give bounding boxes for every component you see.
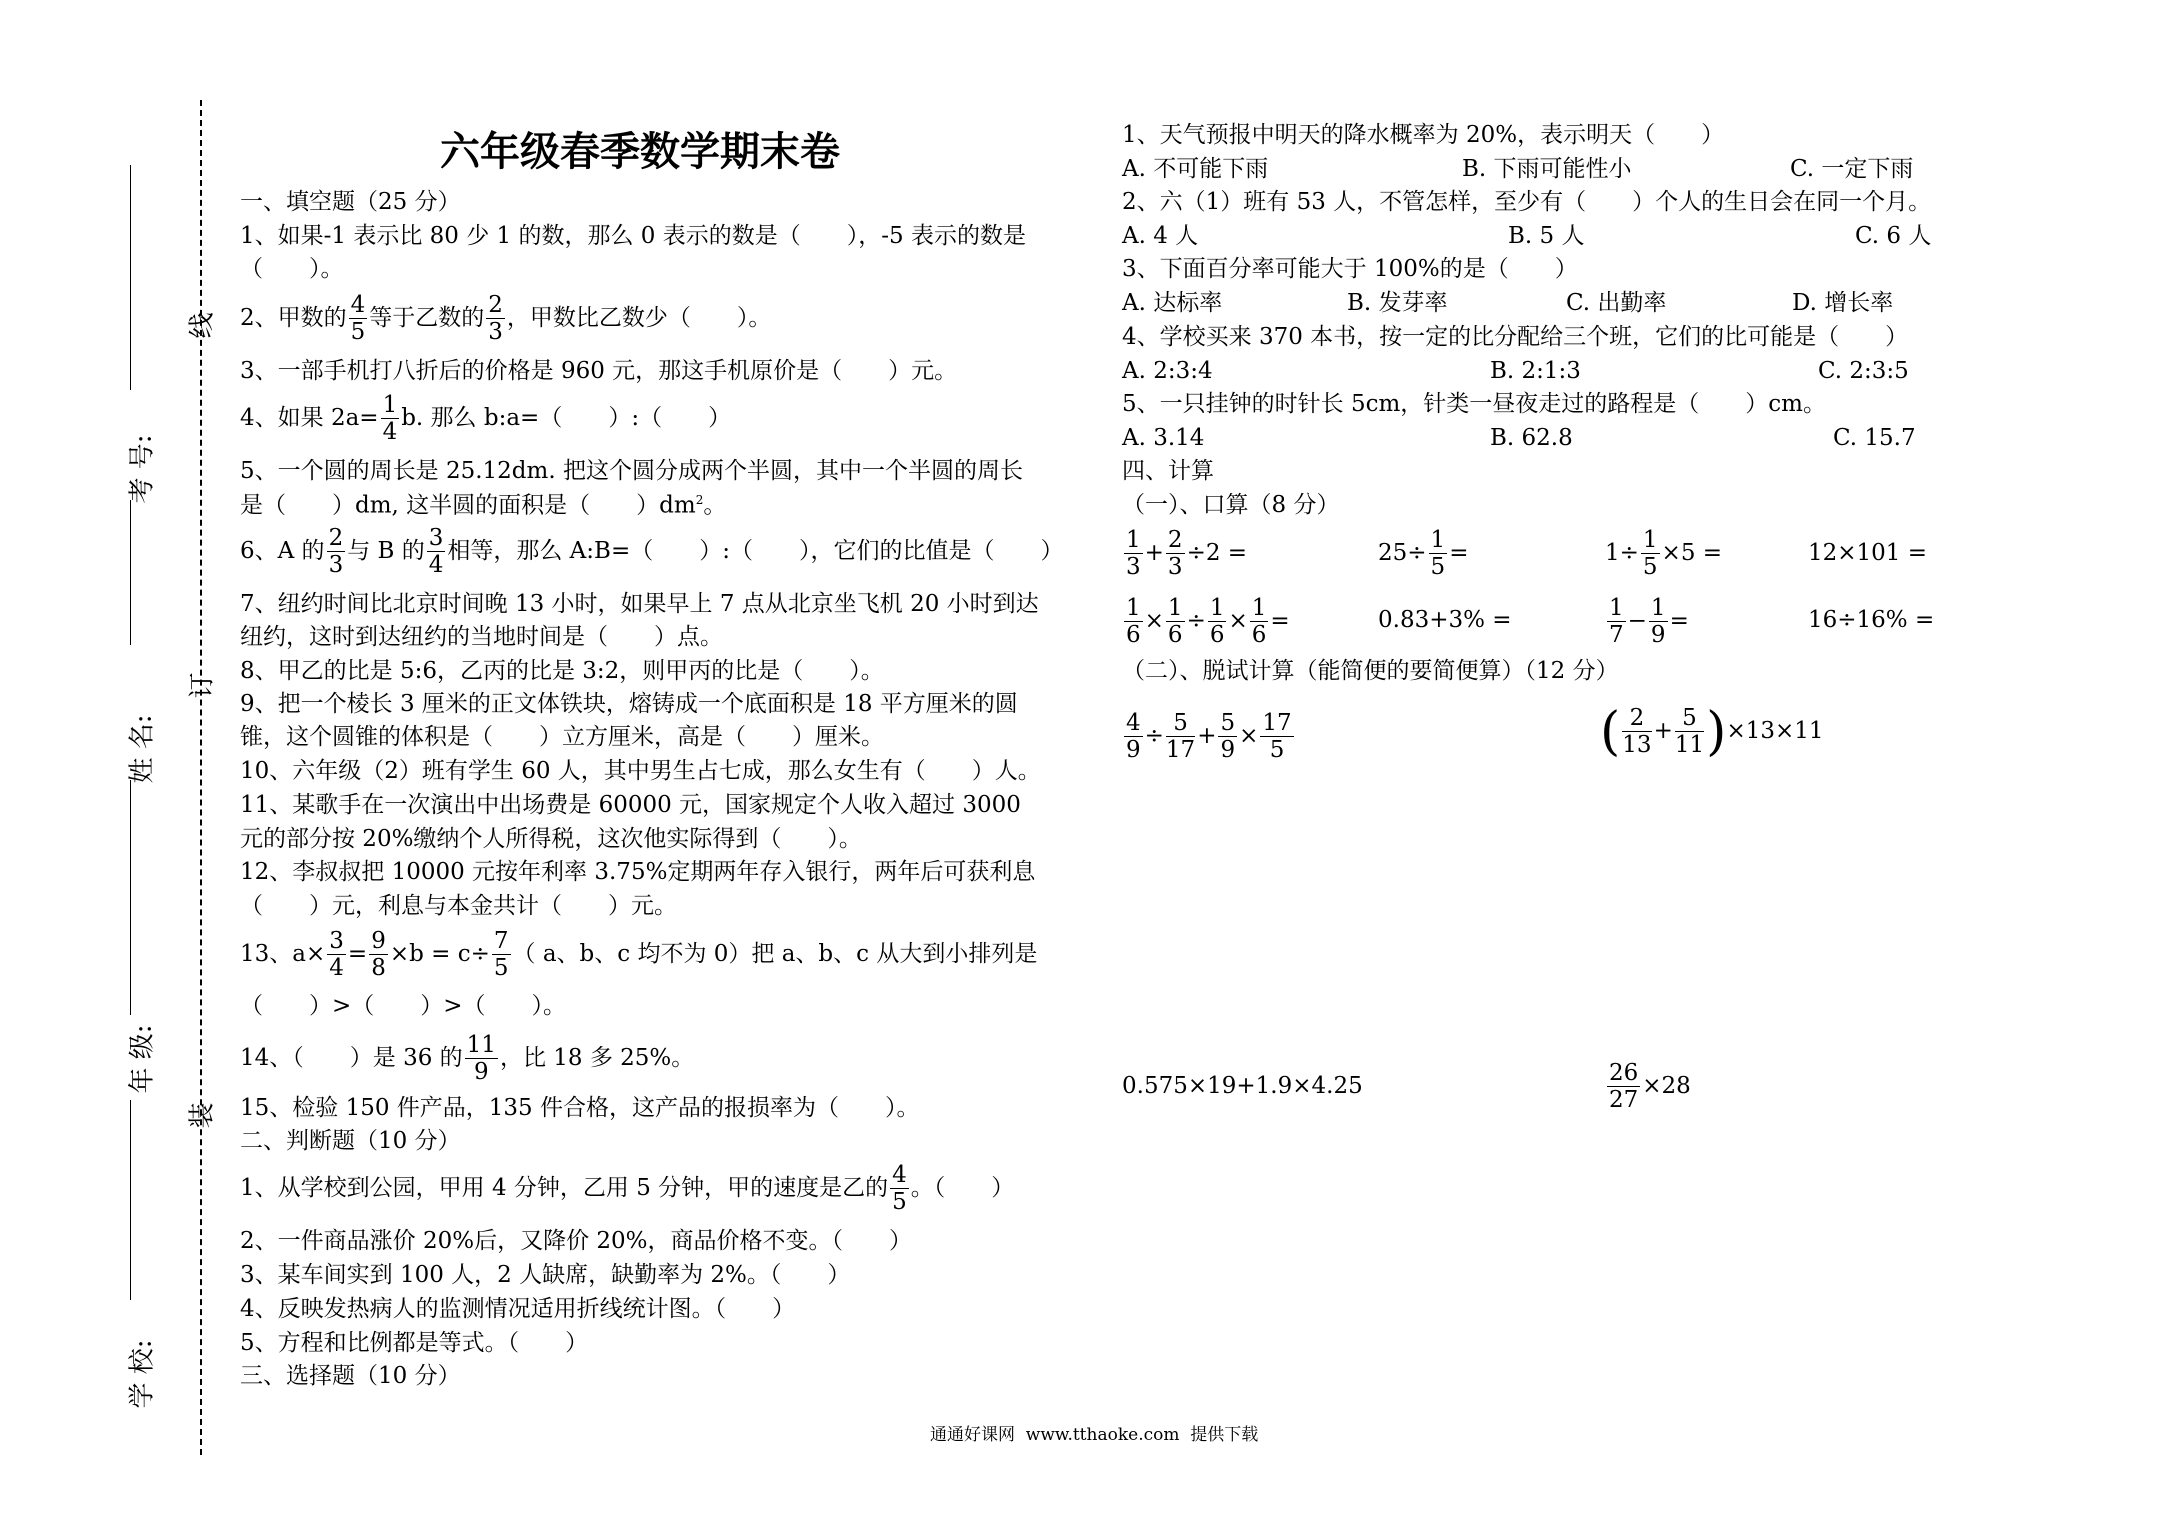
- oral-r2c1-fraction-1: [1124, 595, 1143, 649]
- e4-post: ×28: [1642, 1072, 1691, 1099]
- e1-op-3: ×: [1239, 722, 1259, 749]
- oral-r2c1-f1-den: 6: [1126, 622, 1141, 649]
- page-title: 六年级春季数学期末卷: [440, 128, 840, 175]
- oral-r2c3-f2-den: 9: [1650, 622, 1666, 649]
- e4-f-den: 27: [1609, 1087, 1639, 1114]
- c4-option-c: C. 2:3:5: [1818, 358, 1909, 384]
- c1-option-c: C. 一定下雨: [1790, 156, 1914, 182]
- c3-option-c: C. 出勤率: [1566, 290, 1667, 316]
- oral-r1c1-f2-den: 3: [1167, 554, 1183, 581]
- oral-r1c1-post: ÷2 =: [1186, 539, 1248, 566]
- oral-r2c1-op1: ×: [1144, 607, 1164, 634]
- calc-expr-3: 0.575×19+1.9×4.25: [1122, 1073, 1363, 1099]
- e1-fraction-4: [1260, 710, 1293, 764]
- q6-fraction-1: [327, 525, 346, 579]
- binding-label-exam-no: 考 号:: [127, 434, 158, 504]
- e1-op-1: ÷: [1144, 722, 1164, 749]
- q6-text-post: 相等，那么 A:B=（ ）:（ ），它们的比值是（ ）: [447, 537, 1064, 564]
- j1-f-den: 5: [892, 1189, 907, 1216]
- e1-fraction-2: [1166, 710, 1195, 764]
- q2-line: [240, 292, 771, 346]
- oral-r2c1-eq: =: [1270, 607, 1290, 634]
- e1-fraction-3: [1218, 710, 1237, 764]
- c4-option-b: B. 2:1:3: [1490, 358, 1581, 384]
- binding-label-grade: 年 级:: [127, 1024, 158, 1094]
- q13-fraction-1: [327, 928, 346, 982]
- q6-fraction-2: [427, 525, 446, 579]
- q2-f2-den: 3: [488, 319, 503, 346]
- oral-r1c2-fraction: [1429, 527, 1448, 581]
- q2-f1-num: 4: [350, 292, 366, 318]
- oral-r2c3-op: −: [1627, 607, 1647, 634]
- e1-f3-den: 9: [1220, 737, 1236, 764]
- e1-f2-den: 17: [1165, 737, 1196, 764]
- oral-r2c3-f2-num: 1: [1650, 595, 1666, 621]
- c3-option-a: A. 达标率: [1122, 290, 1223, 316]
- q14-line: [240, 1032, 694, 1086]
- q5-line-a: 5、一个圆的周长是 25.12dm. 把这个圆分成两个半圆，其中一个半圆的周长: [240, 458, 1023, 484]
- e1-f2-num: 5: [1166, 710, 1195, 737]
- e1-f3-num: 5: [1220, 710, 1236, 736]
- e2-op: +: [1653, 717, 1673, 744]
- q13-text-post: （ a、b、c 均不为 0）把 a、b、c 从大到小排列是: [512, 940, 1038, 967]
- q12-line-a: 12、李叔叔把 10000 元按年利率 3.75%定期两年存入银行，两年后可获利息: [240, 859, 1036, 885]
- q13-f1-den: 4: [329, 955, 344, 982]
- j1-fraction: [890, 1162, 909, 1216]
- q4-fraction: [381, 392, 400, 446]
- oral-r1c1-op: +: [1144, 539, 1164, 566]
- section-choice-header: 三、选择题（10 分）: [240, 1363, 461, 1389]
- oral-r1c3: [1605, 527, 1722, 581]
- q15-line: 15、检验 150 件产品，135 件合格，这产品的报损率为（ ）。: [240, 1095, 920, 1121]
- q5-text: 是（ ）dm, 这半圆的面积是（ ）dm: [240, 492, 696, 519]
- oral-r2c1-fraction-3: [1208, 595, 1227, 649]
- calc-expr-1: [1122, 710, 1296, 764]
- e1-f1-den: 9: [1126, 737, 1141, 764]
- q1-line-b: （ ）。: [240, 256, 344, 282]
- oral-r1c3-pre: 1÷: [1605, 539, 1639, 566]
- q1-line-a: 1、如果-1 表示比 80 少 1 的数，那么 0 表示的数是（ ），-5 表示的数是: [240, 223, 1026, 249]
- oral-r1c1-fraction-2: [1166, 527, 1185, 581]
- q9-line-a: 9、把一个棱长 3 厘米的正文体铁块，熔铸成一个底面积是 18 平方厘米的圆: [240, 691, 1018, 717]
- q13-line-b: （ ）>（ ）>（ ）。: [240, 993, 567, 1019]
- oral-r2c1-f4-den: 6: [1251, 622, 1267, 649]
- q2-f1-den: 5: [350, 319, 366, 346]
- e2-fraction-2: [1675, 705, 1704, 759]
- c1-line: 1、天气预报中明天的降水概率为 20%，表示明天（ ）: [1122, 122, 1725, 148]
- e2-fraction-1: [1622, 705, 1651, 759]
- c3-option-b: B. 发芽率: [1347, 290, 1448, 316]
- c5-option-b: B. 62.8: [1490, 425, 1573, 451]
- oral-r2c3-f1-den: 7: [1609, 622, 1624, 649]
- q6-f1-num: 2: [328, 525, 344, 551]
- q4-text-post: b. 那么 b:a=（ ）:（ ）: [401, 404, 732, 431]
- oral-r2c3: [1605, 595, 1689, 649]
- c2-option-b: B. 5 人: [1508, 223, 1585, 249]
- oral-r1c3-fraction: [1641, 527, 1660, 581]
- e1-fraction-1: [1124, 710, 1143, 764]
- q4-line: [240, 392, 731, 446]
- q8-line: 8、甲乙的比是 5:6，乙丙的比是 3:2，则甲丙的比是（ ）。: [240, 658, 884, 684]
- oral-r2c1-f3-den: 6: [1209, 622, 1225, 649]
- q4-f-den: 4: [382, 419, 398, 446]
- binding-label-line-1: [130, 165, 134, 390]
- q10-line: 10、六年级（2）班有学生 60 人，其中男生占七成，那么女生有（ ）人。: [240, 758, 1041, 784]
- written-calc-header: （二）、脱试计算（能简便的要简便算）（12 分）: [1122, 658, 1619, 684]
- e1-f4-den: 5: [1269, 737, 1285, 764]
- e4-f-num: 26: [1609, 1060, 1639, 1086]
- oral-r2c3-f1-num: 1: [1609, 595, 1624, 621]
- oral-calc-header: （一）、口算（8 分）: [1122, 492, 1340, 518]
- oral-r2c1-op3: ×: [1228, 607, 1248, 634]
- j1-text-post: 。（ ）: [910, 1174, 1015, 1201]
- c2-option-c: C. 6 人: [1855, 223, 1932, 249]
- oral-r1c1-f1-den: 3: [1126, 554, 1141, 581]
- cut-mark-xian: 线: [187, 312, 218, 339]
- q2-f2-num: 2: [488, 292, 503, 318]
- oral-r1c2-f-den: 5: [1430, 554, 1446, 581]
- oral-r1c2: [1378, 527, 1468, 581]
- q14-text-post: ，比 18 多 25%。: [499, 1044, 695, 1071]
- c4-line: 4、学校买来 370 本书，按一定的比分配给三个班，它们的比可能是（ ）: [1122, 324, 1909, 350]
- oral-r1c2-pre: 25÷: [1378, 539, 1427, 566]
- q14-fraction: [465, 1032, 498, 1086]
- j5-line: 5、方程和比例都是等式。（ ）: [240, 1330, 589, 1356]
- q13-line: [240, 928, 1037, 982]
- oral-r2c1: [1122, 595, 1290, 649]
- section-calc-header: 四、计算: [1122, 458, 1214, 484]
- oral-r1c2-post: =: [1449, 539, 1469, 566]
- c1-option-a: A. 不可能下雨: [1122, 156, 1269, 182]
- e2-post: ×13×11: [1726, 717, 1824, 744]
- oral-r2c1-f2-num: 1: [1167, 595, 1183, 621]
- oral-r2c1-fraction-2: [1166, 595, 1185, 649]
- oral-r2c4: 16÷16% =: [1808, 607, 1935, 633]
- oral-r2c1-f2-den: 6: [1167, 622, 1183, 649]
- q2-fraction-1: [349, 292, 368, 346]
- binding-label-name: 姓 名:: [127, 714, 158, 784]
- cut-mark-zhuang: 装: [187, 1102, 218, 1129]
- e4-fraction: [1607, 1060, 1640, 1114]
- oral-r1c1-fraction-1: [1124, 527, 1143, 581]
- section-fill-blank-header: 一、填空题（25 分）: [240, 189, 461, 215]
- e1-op-2: +: [1197, 722, 1217, 749]
- q13-text-pre: 13、a×: [240, 940, 326, 967]
- q5-line-b: [240, 494, 726, 518]
- q13-f3-den: 5: [493, 955, 509, 982]
- q6-f2-num: 3: [428, 525, 444, 551]
- section-true-false-header: 二、判断题（10 分）: [240, 1128, 461, 1154]
- e1-f4-num: 17: [1262, 710, 1292, 736]
- oral-r1c2-f-num: 1: [1430, 527, 1446, 553]
- e2-left-paren: (: [1600, 701, 1621, 762]
- binding-dashed-line: [200, 100, 202, 1455]
- binding-label-school: 学 校:: [127, 1339, 158, 1409]
- q2-text-mid: 等于乙数的: [369, 304, 485, 331]
- j3-line: 3、某车间实到 100 人，2 人缺席，缺勤率为 2%。（ ）: [240, 1262, 851, 1288]
- q2-text-pre: 2、甲数的: [240, 304, 347, 331]
- q6-text-mid: 与 B 的: [347, 537, 425, 564]
- e2-f1-num: 2: [1622, 705, 1651, 732]
- q6-line: [240, 525, 1063, 579]
- c4-option-a: A. 2:3:4: [1122, 358, 1213, 384]
- page-footer: 通通好课网 www.tthaoke.com 提供下载: [930, 1425, 1259, 1445]
- oral-r1c4: 12×101 =: [1808, 540, 1928, 566]
- binding-label-line-2: [130, 500, 134, 645]
- j1-text-pre: 1、从学校到公园，甲用 4 分钟，乙用 5 分钟，甲的速度是乙的: [240, 1174, 889, 1201]
- j1-f-num: 4: [892, 1162, 907, 1188]
- q7-line-b: 纽约，这时到达纽约的当地时间是（ ）点。: [240, 624, 723, 650]
- e2-f2-den: 11: [1674, 732, 1705, 759]
- q11-line-b: 元的部分按 20%缴纳个人所得税，这次他实际得到（ ）。: [240, 826, 862, 852]
- oral-r2c1-op2: ÷: [1186, 607, 1206, 634]
- q11-line-a: 11、某歌手在一次演出中出场费是 60000 元，国家规定个人收入超过 3000: [240, 792, 1021, 818]
- oral-r1c3-post: ×5 =: [1661, 539, 1723, 566]
- q14-f-num: 11: [466, 1032, 496, 1058]
- c5-option-a: A. 3.14: [1122, 425, 1205, 451]
- oral-r2c1-f1-num: 1: [1126, 595, 1141, 621]
- q9-line-b: 锥，这个圆锥的体积是（ ）立方厘米，高是（ ）厘米。: [240, 724, 884, 750]
- e1-f1-num: 4: [1126, 710, 1141, 736]
- oral-r2c3-fraction-2: [1649, 595, 1668, 649]
- q5-end: 。: [703, 492, 727, 519]
- oral-r1c1-f2-num: 2: [1167, 527, 1183, 553]
- oral-r2c1-f3-num: 1: [1209, 595, 1225, 621]
- e2-f2-num: 5: [1675, 705, 1704, 732]
- q13-f2-den: 8: [371, 955, 386, 982]
- oral-r2c1-f4-num: 1: [1251, 595, 1267, 621]
- q5-superscript: 2: [695, 493, 704, 507]
- q2-fraction-2: [486, 292, 505, 346]
- q14-text-pre: 14、（ ）是 36 的: [240, 1044, 463, 1071]
- c5-option-c: C. 15.7: [1833, 425, 1916, 451]
- c2-line: 2、六（1）班有 53 人，不管怎样，至少有（ ）个人的生日会在同一个月。: [1122, 189, 1932, 215]
- oral-r1c3-f-den: 5: [1642, 554, 1658, 581]
- q13-eq: =: [347, 940, 368, 967]
- q6-f2-den: 4: [428, 552, 444, 579]
- q6-f1-den: 3: [328, 552, 344, 579]
- q14-f-den: 9: [473, 1059, 489, 1086]
- c3-option-d: D. 增长率: [1792, 290, 1894, 316]
- j4-line: 4、反映发热病人的监测情况适用折线统计图。（ ）: [240, 1296, 796, 1322]
- oral-r1c3-f-num: 1: [1642, 527, 1658, 553]
- q2-text-post: ，甲数比乙数少（ ）。: [506, 304, 772, 331]
- q13-f2-num: 9: [371, 928, 386, 954]
- oral-r2c3-post: =: [1669, 607, 1689, 634]
- q13-text-mid: ×b = c÷: [389, 940, 490, 967]
- c1-option-b: B. 下雨可能性小: [1462, 156, 1632, 182]
- j1-line: [240, 1162, 1014, 1216]
- q4-f-num: 1: [382, 392, 398, 418]
- cut-mark-ding: 订: [187, 672, 218, 699]
- calc-expr-2: [1600, 701, 1824, 762]
- q3-line: 3、一部手机打八折后的价格是 960 元，那这手机原价是（ ）元。: [240, 358, 958, 384]
- binding-label-line-4: [130, 1100, 134, 1300]
- q6-text-pre: 6、A 的: [240, 537, 325, 564]
- c2-option-a: A. 4 人: [1122, 223, 1199, 249]
- c5-line: 5、一只挂钟的时针长 5cm，针类一昼夜走过的路程是（ ）cm。: [1122, 391, 1826, 417]
- j2-line: 2、一件商品涨价 20%后，又降价 20%，商品价格不变。（ ）: [240, 1228, 912, 1254]
- oral-r1c1-f1-num: 1: [1126, 527, 1141, 553]
- oral-r2c3-fraction-1: [1607, 595, 1626, 649]
- calc-expr-4: [1605, 1060, 1691, 1114]
- q13-f3-num: 7: [493, 928, 509, 954]
- q13-fraction-3: [492, 928, 511, 982]
- q4-text-pre: 4、如果 2a=: [240, 404, 379, 431]
- q13-f1-num: 3: [329, 928, 344, 954]
- c3-line: 3、下面百分率可能大于 100%的是（ ）: [1122, 256, 1578, 282]
- e2-f1-den: 13: [1622, 732, 1652, 759]
- q7-line-a: 7、纽约时间比北京时间晚 13 小时，如果早上 7 点从北京坐飞机 20 小时到达: [240, 591, 1039, 617]
- oral-r1c1: [1122, 527, 1247, 581]
- binding-label-line-3: [130, 780, 134, 1015]
- oral-r2c2: 0.83+3% =: [1378, 607, 1512, 633]
- q13-fraction-2: [369, 928, 388, 982]
- e2-right-paren: ): [1706, 701, 1727, 762]
- oral-r2c1-fraction-4: [1250, 595, 1269, 649]
- q12-line-b: （ ）元，利息与本金共计（ ）元。: [240, 893, 677, 919]
